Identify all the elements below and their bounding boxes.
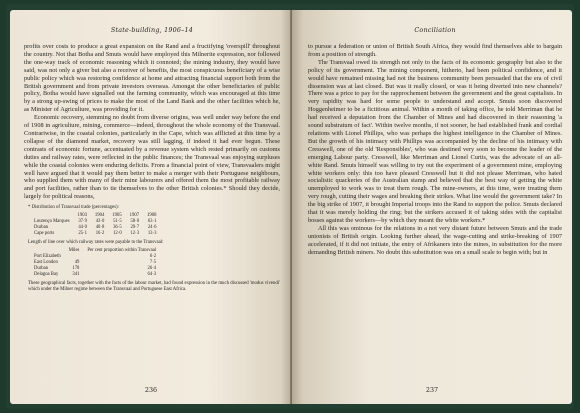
table-cell: 16·2 [95, 231, 105, 237]
trade-header-cell: 1905 [112, 213, 122, 219]
table-cell: East London [34, 260, 58, 266]
table-cell: 178 [72, 266, 80, 272]
rail-length-heading: Length of line over which railway rates were payable to the Transvaal: [28, 240, 164, 246]
table-row [24, 231, 160, 237]
right-body-text [308, 43, 562, 256]
left-running-head: State-building, 1906–14 [110, 26, 194, 34]
table-cell: 49 [74, 260, 80, 266]
left-page-number: 236 [144, 386, 158, 394]
table-cell: 40·8 [95, 225, 105, 231]
right-page [292, 10, 572, 404]
table-cell: 44·0 [78, 225, 87, 231]
table-cell: 64·3 [147, 272, 157, 278]
table-cell: Port Elizabeth [34, 254, 61, 260]
right-paragraph-2: The Transvaal owed its strength not only to the facts of its economic geography but also to the policy of its government. The mining component, hitherto, had been political confidence, and it would have remained missing had not the business community been persuaded that the era of civil dissension was at last closed. But was it really closed, or was it being diverted into new channels? There was a price to pay for the rapprochement between the government and the great capitalists. In very rapidity was hard for some people to understand and accept. Smuts soon discovered Hoggenheimer to be a fictitious animal. Within a month of taking office, he told Merriman that he had received a deputation from the Chamber of Mines and had discovered in their reasoning 'a sound substratum of fact'. Within twelve months, if not sooner, he had established frank and cordial relations with Lionel Phillips, who was perhaps the highest intelligence in the Chamber of Mines. But the growth of his intimacy with Phillips was accompanied by the decline of his intimacy with Cresswell, one of the old 'Responsibles', who was destined very soon to become the leader of the emerging Labour party. Cresswell, like Merriman and Lionel Curtis, was the advocate of an all-white Rand. Smuts himself was willing to try out the experiment of a government mine, employing white workers only: this too have pleased Cresswell but it did not please Merriman, who hated socialistic quackeries of the Australian stamp and believed that the best way of getting the white unemployed to work was to treat them rough. The mine-owners, at this time, were treating them very rough, cutting their wages and breaking their strikes. What line would the government take? In the big strike of 1907, it brought Imperial troops into the Rand to support the police. Smuts declared that it was merely holding the ring; but the strikers accused it of taking sides with the capitalist bosses against the workers—by which they meant the white workers.* [308, 58, 562, 224]
table-cell: 12·3 [130, 231, 140, 237]
table-cell: Cape ports [34, 231, 55, 237]
left-paragraph-2: Economic recovery, stemming no doubt from diverse origins, was well under way before the end of 1908 in agriculture, mining, commerce—indeed, throughout the whole economy of the Transvaal. Contrariwise, in the coastal colonies, particularly in the Cape, which was afflicted at this time by a collapse of the diamond market, recovery was still lagging, if indeed it had ever begun. These contrasts of economic fortune, accentuated by a revenue system which rested primarily on customs duties and railway rates, were reflected in the public finances; the Transvaal was enjoying surpluses while the coastal colonies were enduring deficits. From a financial point of view, Transvaalers might well have argued that it would pay them better to make a merger with their Portuguese neighbours, who supplied them with many of their mine labourers and offered them the most profitable railway and port facilities, rather than to tie themselves to the other British colonies.* Should they decide, largely for political reasons, [24, 114, 280, 201]
table-cell: 26·4 [147, 266, 157, 272]
table-cell: 25·1 [78, 231, 87, 237]
footnote-note: These geographical facts, together with the facts of the labour market, had found expression in the much discussed 'modus vivendi' which under the Milner regime between the Transvaal and Portuguese East Africa. [28, 281, 280, 293]
rail-length-table [24, 248, 160, 278]
length-header-cell: Per cent proportion within Transvaal [87, 248, 157, 254]
table-cell: 13·3 [147, 231, 157, 237]
table-cell: 43·0 [95, 219, 105, 225]
table-cell: 341 [72, 272, 80, 278]
table-cell: Lourenço Marques [34, 219, 70, 225]
table-cell: 63·1 [147, 219, 157, 225]
table-cell: Durban [34, 225, 49, 231]
table-cell: 51·5 [113, 219, 122, 225]
left-paragraph-1: profits over costs to produce a great expansion on the Rand and a fructifying 'overspill' throughout the country. Not that Botha and Smuts would have employed this Milnerite expression, nor followed the one-way track of economic reasoning which it connoted; the mining industry, they would have said, was not only a giver but also a receiver of benefits, the most conspicuous beneficiary of a wise public policy which was restoring confidence at home and attracting financial support both from the British government and from private investors overseas. Amongst the other beneficiaries of public policy, Botha would have signalled out the farming community, which was encouraged at this time by a strong up-swing of prices to make the most of the Land Bank and the other facilities which he, as Minister of Agriculture, was providing for it. [24, 43, 280, 114]
table-row [24, 272, 160, 278]
table-cell: 58·0 [130, 219, 140, 225]
left-footnote [24, 205, 280, 293]
table-cell: 6·2 [149, 254, 157, 260]
right-page-number: 237 [425, 386, 439, 394]
table-cell: 37·9 [78, 219, 87, 225]
table-cell: 24·6 [147, 225, 157, 231]
table-cell: 29·7 [130, 225, 140, 231]
table-cell: 7·5 [149, 260, 157, 266]
left-page [10, 10, 292, 404]
trade-header-cell: 1903 [77, 213, 87, 219]
table-cell: Durban [34, 266, 49, 272]
trade-header-cell: 1907 [129, 213, 140, 219]
table-cell: 12·0 [113, 231, 122, 237]
trade-header-cell: 1908 [147, 213, 157, 219]
footnote-title: * Distribution of Transvaal trade (percentages): [28, 205, 119, 211]
table-cell: Delagoa Bay [34, 272, 59, 278]
length-header-cell: Miles [68, 248, 80, 254]
table-cell: 36·5 [113, 225, 122, 231]
right-paragraph-3: All this was ominous for the relations in a not very distant future between Smuts and the trade unionists of British origin. Looking further ahead, the wage-cutting and strike-breaking of 1907 accelerated, if it did not initiate, the entry of Afrikaners into the mines, in substitution for the more demanding British miners. No doubt this substitution was on a small scale to begin with; but in [308, 224, 562, 256]
trade-header-cell: 1904 [94, 213, 105, 219]
right-running-head: Conciliation [414, 26, 456, 34]
trade-distribution-table [24, 213, 160, 237]
left-body-text [24, 43, 280, 201]
right-paragraph-1: to pursue a federation or union of British South Africa, they would find themselves able to bargain from a position of strength. [308, 43, 562, 58]
